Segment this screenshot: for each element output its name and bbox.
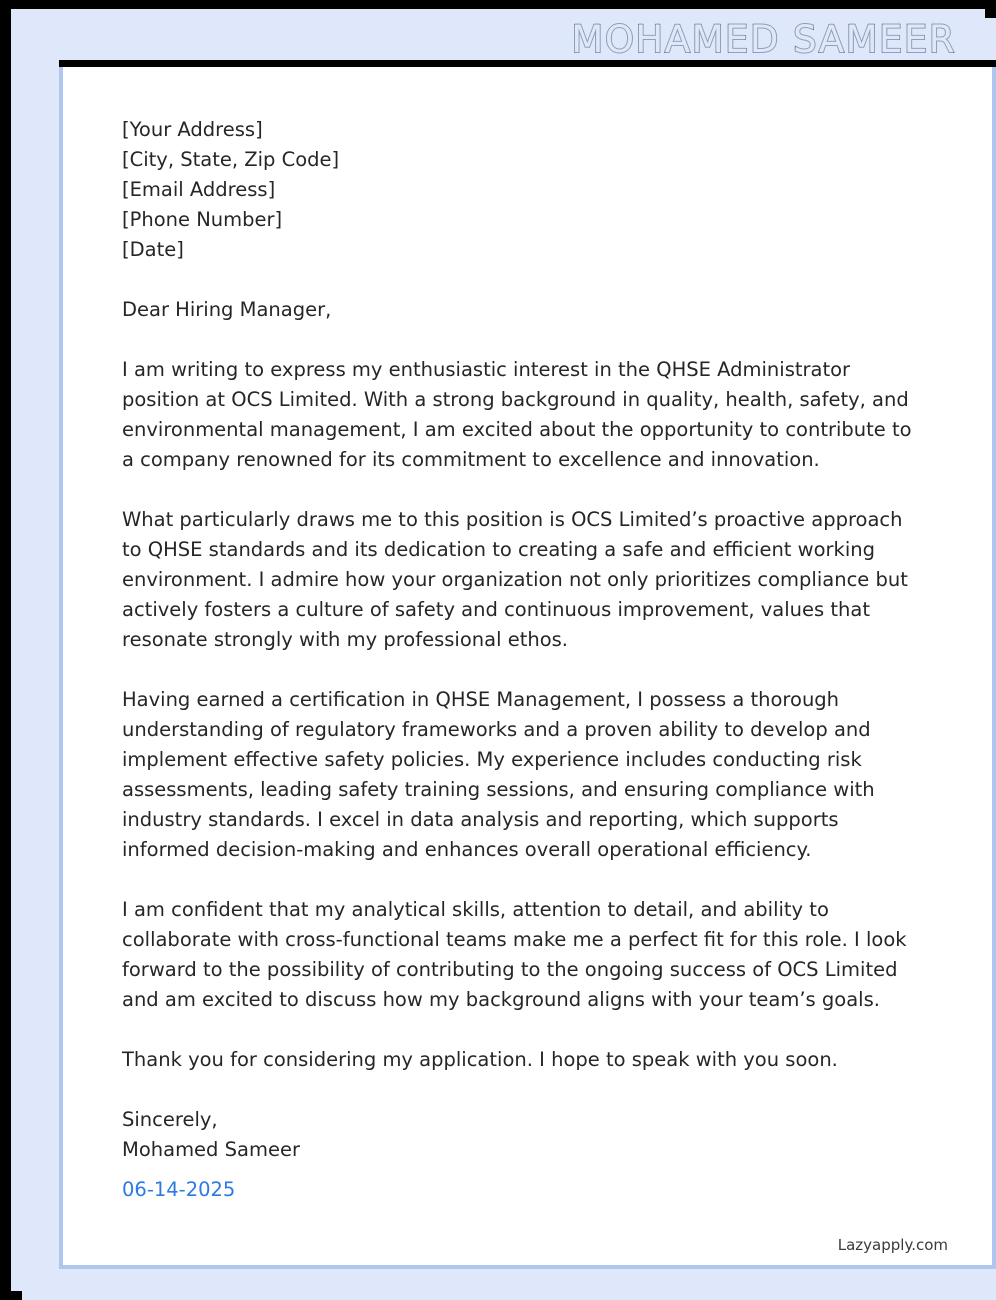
contact-block bbox=[122, 115, 918, 265]
body-paragraph-3: Having earned a certification in QHSE Management, I possess a thorough understanding of regulatory frameworks and a proven ability to develop and implement effective safety policies. My experience includes conducting risk assessments, leading safety training sessions, and ensuring compliance with industry standards. I excel in data analysis and reporting, which supports informed decision-making and enhances overall operational efficiency. bbox=[122, 688, 875, 861]
contact-line-date: [Date] bbox=[122, 238, 184, 261]
letter-body bbox=[122, 115, 918, 1205]
salutation: Dear Hiring Manager, bbox=[122, 298, 332, 321]
contact-line-address: [Your Address] bbox=[122, 118, 263, 141]
body-paragraph-2: What particularly draws me to this position is OCS Limited’s proactive approach to QHSE standards and its dedication to creating a safe and efficient working environment. I admire how your organization not only prioritizes compliance but actively fosters a culture of safety and continuous improvement, values that resonate strongly with my professional ethos. bbox=[122, 508, 908, 651]
footer-watermark: Lazyapply.com bbox=[837, 1236, 948, 1254]
closing-salutation: Sincerely, bbox=[122, 1108, 218, 1131]
candidate-name-heading: MOHAMED SAMEER bbox=[571, 17, 956, 61]
closing-block bbox=[122, 1105, 918, 1205]
body-paragraph-1: I am writing to express my enthusiastic interest in the QHSE Administrator position at OCS Limited. With a strong background in quality, health, safety, and environmental management, I am excited about the opportunity to contribute to a company renowned for its commitment to excellence and innovation. bbox=[122, 358, 912, 471]
contact-line-city-state: [City, State, Zip Code] bbox=[122, 148, 340, 171]
header-divider-rule bbox=[59, 60, 996, 67]
letter-sheet bbox=[59, 67, 996, 1269]
letter-date: 06-14-2025 bbox=[122, 1178, 236, 1201]
contact-line-phone: [Phone Number] bbox=[122, 208, 283, 231]
letter-header bbox=[22, 18, 996, 60]
body-paragraph-5: Thank you for considering my application. I hope to speak with you soon. bbox=[122, 1048, 838, 1071]
body-paragraph-4: I am confident that my analytical skills, attention to detail, and ability to collaborate with cross-functional teams make me a perfect fit for this role. I look forward to the possibility of contributing to the ongoing success of OCS Limited and am excited to discuss how my background aligns with your team’s goals. bbox=[122, 898, 907, 1011]
page-canvas bbox=[22, 18, 996, 1300]
signature-name: Mohamed Sameer bbox=[122, 1138, 300, 1161]
contact-line-email: [Email Address] bbox=[122, 178, 276, 201]
